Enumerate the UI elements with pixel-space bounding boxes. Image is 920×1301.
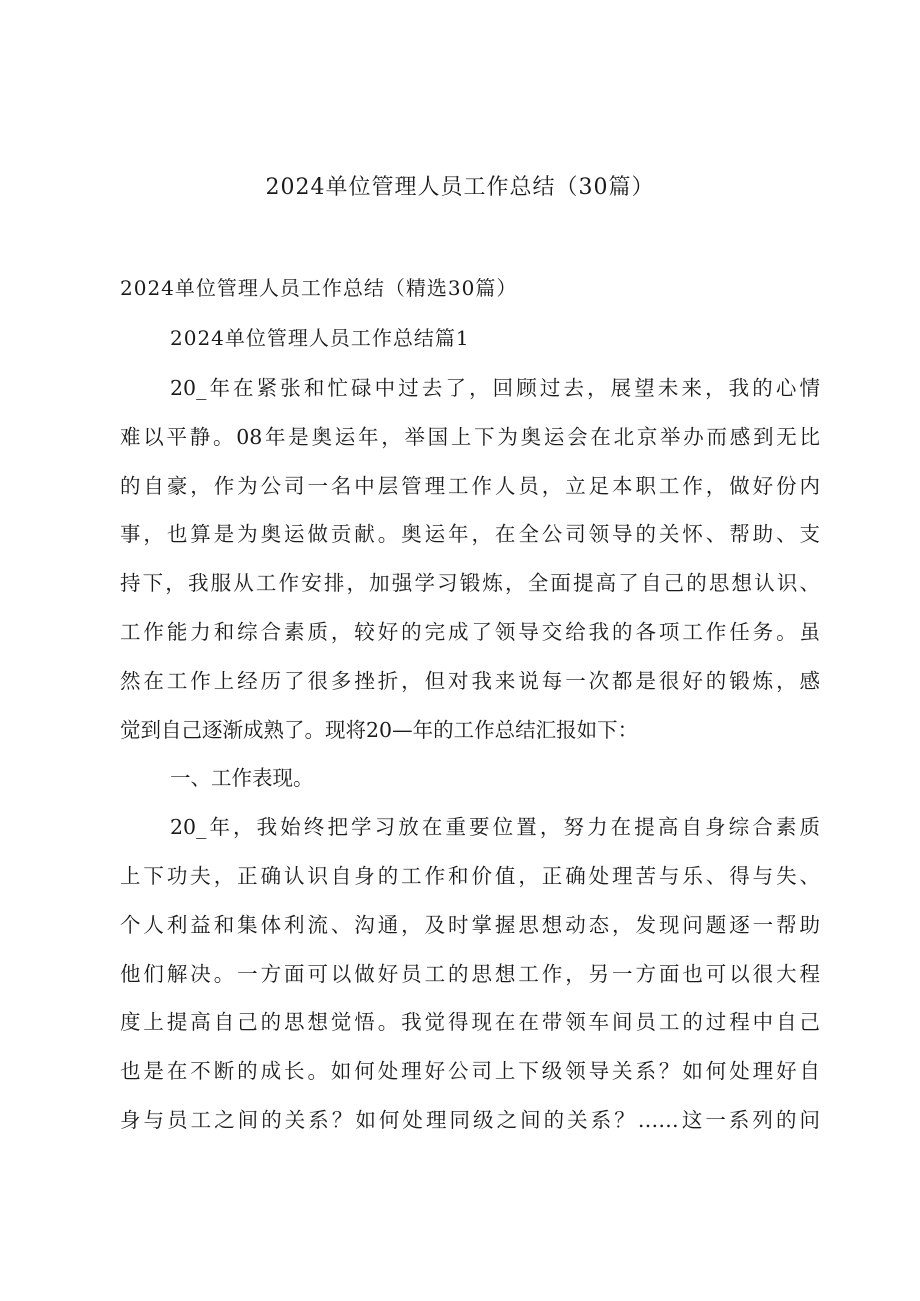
paragraph-line: 然在工作上经历了很多挫折，但对我来说每一次都是很好的锻炼，感	[120, 668, 820, 693]
paragraph-line: 身与员工之间的关系？如何处理同级之间的关系？……这一系列的问	[120, 1107, 820, 1132]
article-heading: 2024单位管理人员工作总结篇1	[170, 326, 470, 350]
paragraph-line: 度上提高自己的思想觉悟。我觉得现在在带领车间员工的过程中自己	[120, 1010, 820, 1035]
document-title: 2024单位管理人员工作总结（30篇）	[265, 175, 655, 200]
paragraph-line: 20_年在紧张和忙碌中过去了，回顾过去，展望未来，我的心情	[170, 376, 820, 400]
paragraph-line: 也是在不断的成长。如何处理好公司上下级领导关系？如何处理好自	[120, 1059, 820, 1084]
paragraph-line: 20_年，我始终把学习放在重要位置，努力在提高自身综合素质	[170, 815, 820, 840]
paragraph-line: 觉到自己逐渐成熟了。现将20—年的工作总结汇报如下：	[120, 717, 639, 742]
paragraph-line: 事，也算是为奥运做贡献。奥运年，在全公司领导的关怀、帮助、支	[120, 522, 820, 547]
paragraph-line: 持下，我服从工作安排，加强学习锻炼，全面提高了自己的思想认识、	[120, 571, 820, 596]
paragraph-line: 他们解决。一方面可以做好员工的思想工作，另一方面也可以很大程	[120, 961, 820, 986]
paragraph-line: 个人利益和集体利流、沟通，及时掌握思想动态，发现问题逐一帮助	[120, 912, 820, 937]
paragraph-line: 难以平静。08年是奥运年，举国上下为奥运会在北京举办而感到无比	[120, 424, 820, 449]
document-subtitle: 2024单位管理人员工作总结（精选30篇）	[120, 276, 518, 300]
paragraph-line: 一、工作表现。	[170, 766, 314, 791]
paragraph-line: 上下功夫，正确认识自身的工作和价值，正确处理苦与乐、得与失、	[120, 863, 820, 888]
paragraph-line: 工作能力和综合素质，较好的完成了领导交给我的各项工作任务。虽	[120, 619, 820, 644]
body-text	[120, 364, 820, 1145]
paragraph-line: 的自豪，作为公司一名中层管理工作人员，立足本职工作，做好份内	[120, 473, 820, 498]
